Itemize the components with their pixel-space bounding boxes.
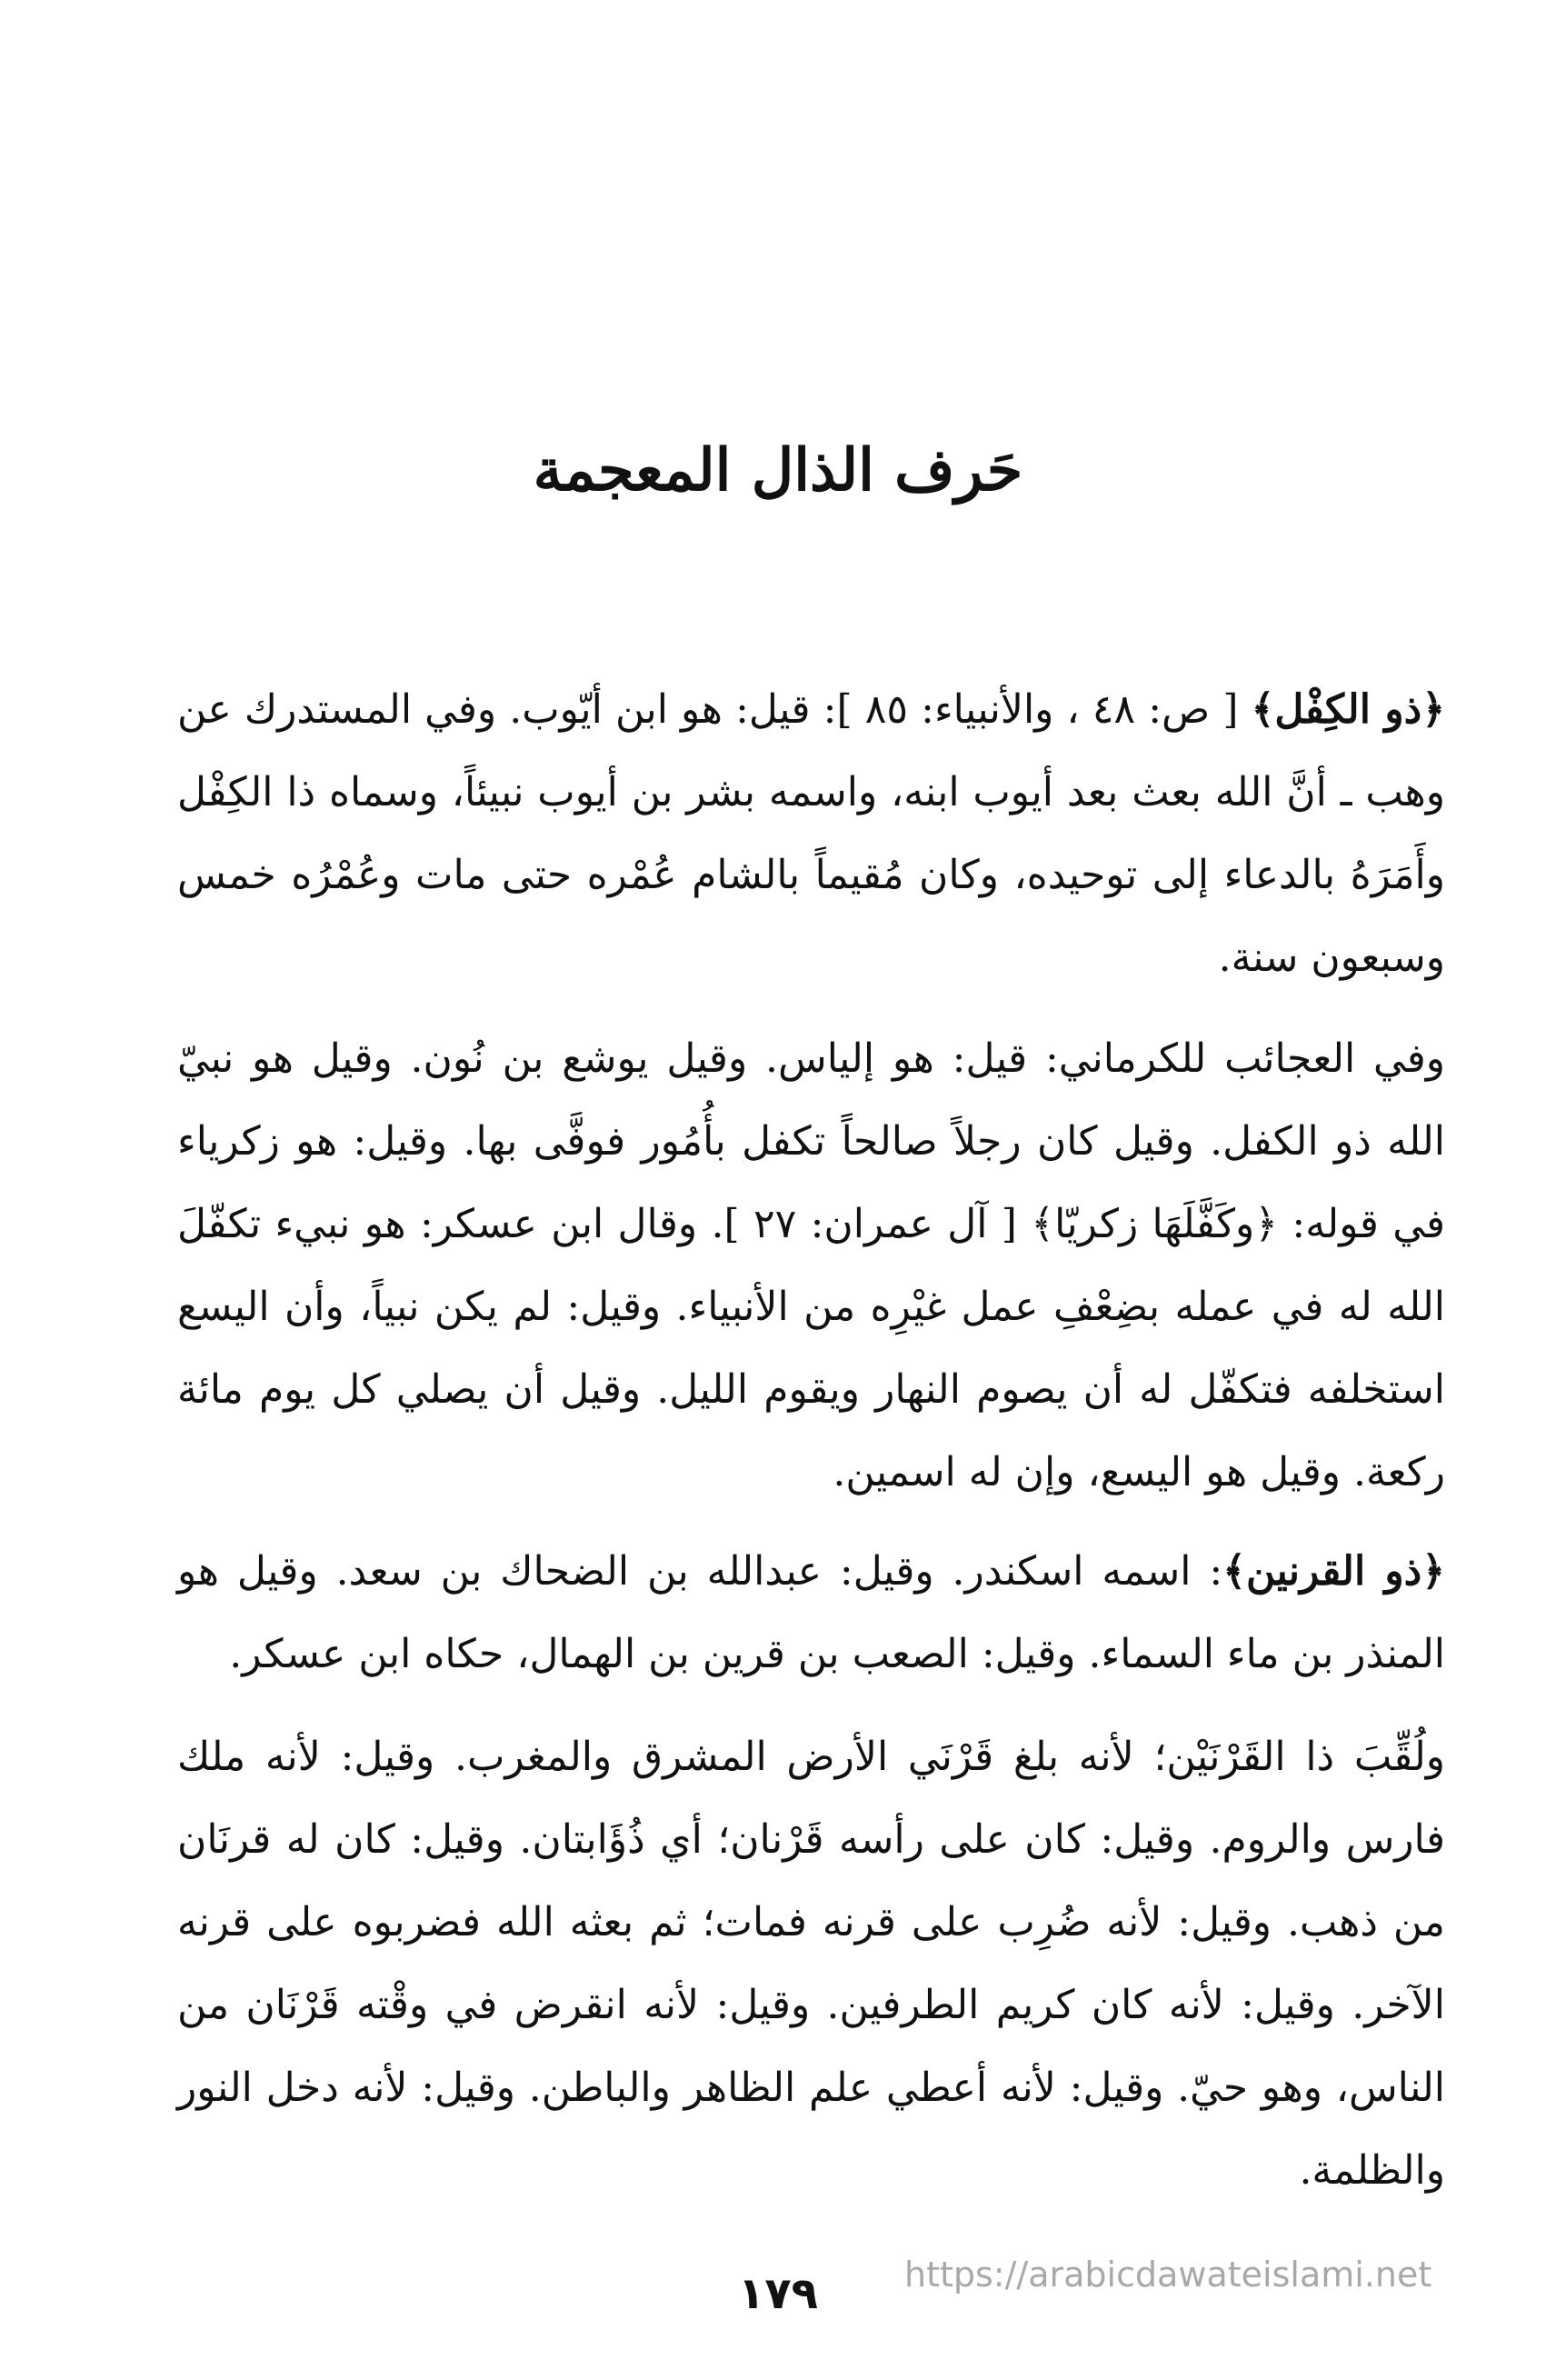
paragraph-dhul-qarnayn xyxy=(177,1530,1445,1695)
entry-body: : اسمه اسكندر. وقيل: عبدالله بن الضحاك بن سعد. وقيل هو المنذر بن ماء السماء. وقيل: الصعب بن قرين بن الهمال، حكاه ابن عسكر. xyxy=(177,1548,1445,1677)
paragraph-dhul-kifl xyxy=(177,668,1445,999)
entry-body: ولُقِّبَ ذا القَرْنَيْن؛ لأنه بلغ قَرْنَي الأرض المشرق والمغرب. وقيل: لأنه ملك فارس والروم. وقيل: كان على رأسه قَرْنان؛ أي ذُؤَابتان. وقيل: كان له قرنَان من ذهب. وقيل: لأنه ضُرِب على قرنه فمات؛ ثم بعثه الله فضربوه على قرنه الآخر. وقيل: لأنه كان كريم الطرفين. وقيل: لأنه انقرض في وقْته قَرْنَان من الناس، وهو حيّ. وقيل: لأنه أعطي علم الظاهر والباطن. وقيل: لأنه دخل النور والظلمة. xyxy=(177,1734,1445,2194)
entry-heading: ﴿ذو القرنين﴾ xyxy=(1222,1548,1446,1595)
entry-body: وفي العجائب للكرماني: قيل: هو إلياس. وقيل يوشع بن نُون. وقيل هو نبيّ الله ذو الكفل. وقيل كان رجلاً صالحاً تكفل بأُمُور فوفَّى بها. وقيل: هو زكرياء في قوله: ﴿وكَفَّلَهَا زكريّا﴾ [ آل عمران: ٢٧ ]. وقال ابن عسكر: هو نبيء تكفّلَ الله له في عمله بضِعْفِ عمل غيْرِه من الأنبياء. وقيل: لم يكن نبياً، وأن اليسع استخلفه فتكفّل له أن يصوم النهار ويقوم الليل. وقيل أن يصلي كل يوم مائة ركعة. وقيل هو اليسع، وإن له اسمين. xyxy=(177,1035,1446,1495)
entry-body: [ ص: ٤٨ ، والأنبياء: ٨٥ ]: قيل: هو ابن أيّوب. وفي المستدرك عن وهب ـ أنَّ الله بعث بعد أيوب ابنه، واسمه بشر بن أيوب نبيئاً، وسماه ذا الكِفْل وأَمَرَهُ بالدعاء إلى توحيده، وكان مُقيماً بالشام عُمْره حتى مات وعُمْرُه خمس وسبعون سنة. xyxy=(177,686,1445,981)
page-title: حَرف الذال المعجمة xyxy=(533,436,1023,505)
watermark: https://arabicdawateislami.net xyxy=(904,2255,1432,2295)
paragraph-qarnayn-reason xyxy=(177,1715,1445,2212)
page-number: ١٧٩ xyxy=(738,2268,818,2319)
entry-heading: ﴿ذو الكِفْل﴾ xyxy=(1251,686,1445,733)
paragraph-kirmani xyxy=(177,1017,1445,1514)
main-text xyxy=(177,668,1445,2212)
